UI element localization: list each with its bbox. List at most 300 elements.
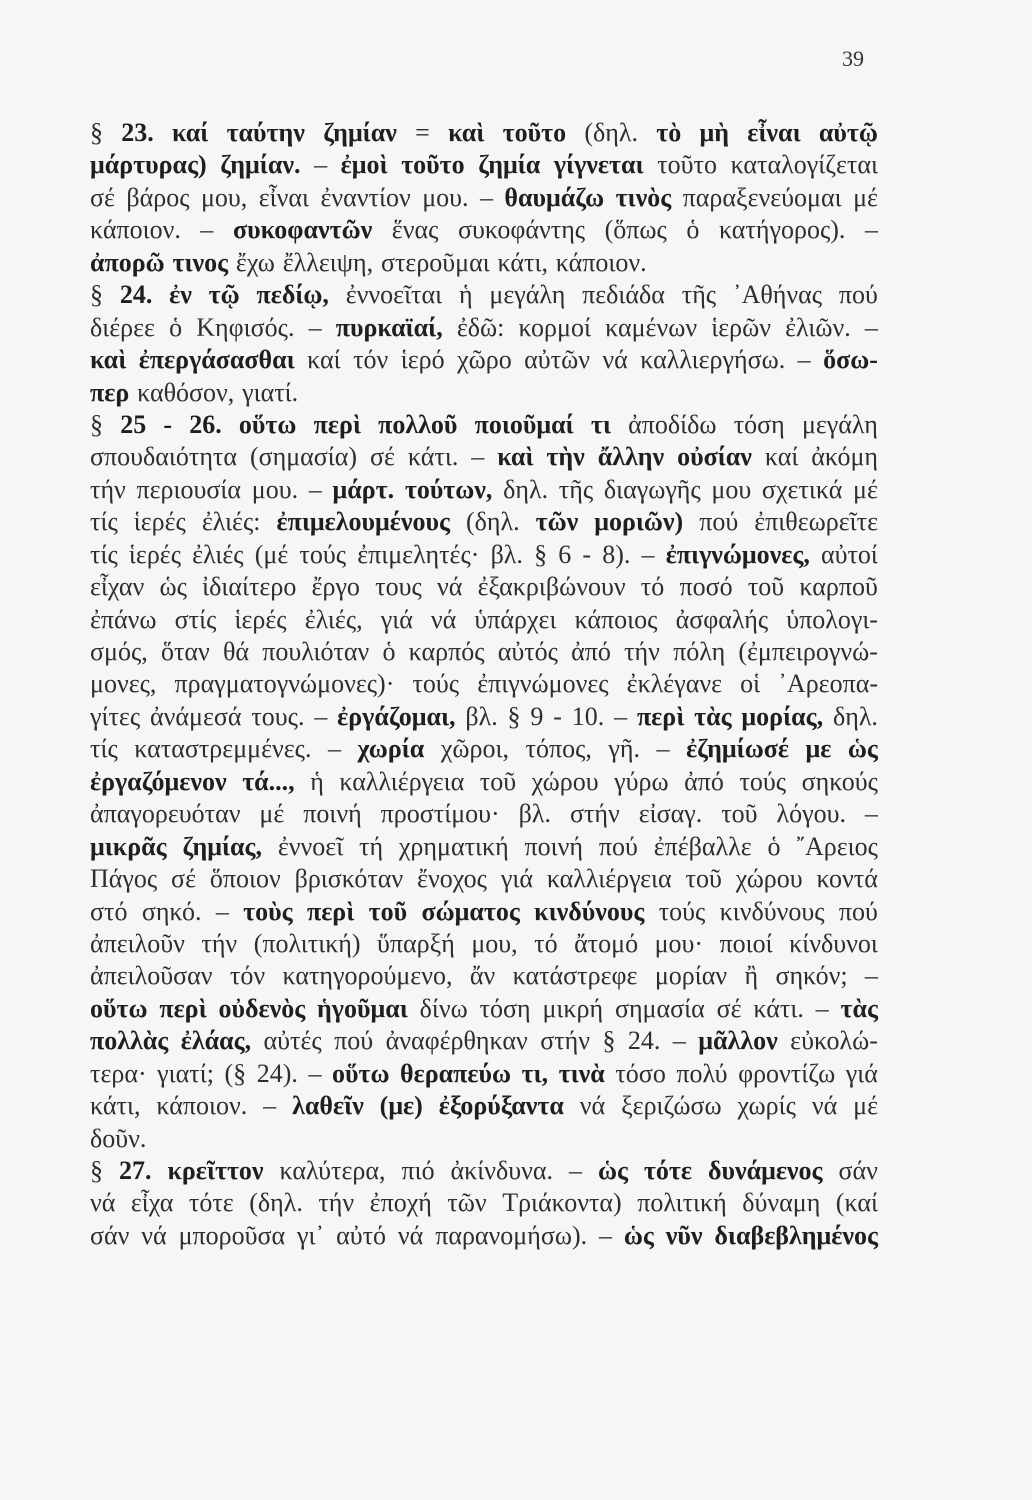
- text-word: §: [534, 539, 548, 569]
- text-line: [90, 604, 878, 636]
- lemma-word: μάρτ.: [332, 474, 395, 504]
- text-word: γιατί.: [242, 377, 299, 407]
- text-word: σέ: [716, 993, 742, 1023]
- lemma-word: σώματος: [421, 896, 520, 926]
- text-word: αὐτό: [336, 1220, 387, 1250]
- lemma-word: τοὺς: [243, 896, 293, 926]
- text-word: μεγάλη: [489, 280, 566, 310]
- text-word: ὑπολογι-: [786, 604, 878, 634]
- text-word: ἀπό: [684, 766, 724, 796]
- text-word: ἄτομό: [574, 928, 639, 958]
- text-line: [90, 733, 878, 765]
- text-word: μέ: [853, 182, 878, 212]
- text-word: –: [797, 345, 811, 375]
- lemma-word: αὐτῷ: [818, 118, 878, 147]
- text-word: κάτι,: [497, 247, 548, 277]
- page-number: 39: [842, 46, 864, 71]
- text-word: ἀναφέρθηκαν: [385, 1026, 528, 1056]
- text-word: μέ: [853, 474, 878, 504]
- text-word: νά: [430, 604, 457, 634]
- lemma-word: περὶ: [636, 701, 685, 731]
- text-word: νά: [90, 1188, 116, 1218]
- text-word: ἐννοεῖ: [277, 831, 344, 861]
- lemma-word: ταύτην: [226, 118, 305, 147]
- lemma-word: τινὸς: [615, 182, 672, 212]
- lemma-word: ζημίαν: [323, 118, 397, 147]
- text-word: –: [215, 896, 229, 926]
- commentary-text: [90, 117, 878, 1252]
- text-line: [90, 539, 878, 571]
- text-word: ἐλιές,: [304, 604, 363, 634]
- lemma-word: με: [805, 734, 832, 764]
- text-word: δοῦν.: [90, 1123, 147, 1153]
- text-word: τόση: [733, 409, 785, 439]
- text-word: ὕπαρξή: [377, 928, 455, 958]
- text-line: [90, 247, 878, 279]
- text-word: βάρος: [126, 182, 190, 212]
- text-word: τοῦ: [479, 766, 517, 796]
- lemma-word: τὰς: [840, 993, 878, 1023]
- text-word: χώρου: [735, 864, 803, 894]
- lemma-word: τινὰ: [558, 1058, 605, 1088]
- text-word: τό: [534, 928, 558, 958]
- lemma-word: τῷ: [208, 280, 240, 310]
- text-word: ὅταν: [160, 637, 210, 666]
- text-word: καλλιεργήσω.: [640, 345, 786, 375]
- text-word: κίνδυνοι: [789, 928, 878, 958]
- lemma-word: ἐπιμελουμένους: [276, 507, 450, 537]
- lemma-word: τι: [590, 409, 611, 439]
- text-word: μέ: [853, 1091, 878, 1121]
- text-word: καθόσον,: [137, 377, 235, 407]
- text-word: –: [479, 182, 493, 212]
- text-line: [90, 182, 878, 214]
- lemma-word: συκοφαντῶν: [232, 215, 373, 245]
- text-word: οἱ: [740, 669, 761, 699]
- text-line: [90, 312, 878, 344]
- lemma-word: τῶν: [535, 507, 579, 537]
- text-word: εἶναι: [258, 182, 310, 212]
- lemma-word: 25: [120, 409, 147, 439]
- text-word: ἐξακριβώνουν: [477, 572, 626, 602]
- text-word: στεροῦμαι: [380, 247, 490, 277]
- text-word: –: [641, 539, 655, 569]
- text-word: αὐτές: [263, 1026, 322, 1056]
- text-word: τῆς: [558, 474, 594, 504]
- text-word: §: [90, 118, 103, 147]
- lemma-word: περὶ: [313, 409, 361, 439]
- lemma-word: ἐπεργάσασθαι: [138, 345, 295, 375]
- lemma-word: πυρκαϊαί,: [335, 312, 443, 342]
- lemma-word: (με): [379, 1091, 423, 1121]
- text-word: πού: [699, 507, 739, 537]
- text-word: 24.: [627, 1026, 661, 1056]
- text-word: ξεριζώσω: [621, 1091, 722, 1121]
- lemma-word: οὕτω: [331, 1058, 390, 1088]
- text-line: [90, 1155, 878, 1187]
- text-word: –: [864, 799, 878, 829]
- text-word: τούς: [739, 766, 787, 796]
- text-word: ποσό: [679, 572, 733, 602]
- text-word: τόν: [229, 961, 266, 991]
- text-word: –: [864, 312, 878, 342]
- text-word: καλλιέργεια: [339, 766, 465, 796]
- text-word: πόλη: [673, 637, 726, 666]
- text-word: ὁ: [686, 215, 700, 245]
- text-word: μποροῦσα: [178, 1220, 286, 1250]
- lemma-word: λαθεῖν: [292, 1091, 364, 1121]
- text-word: πεδιάδα: [582, 280, 665, 310]
- text-word: ἐπιμελητές·: [357, 539, 480, 569]
- text-word: Τριάκοντα): [502, 1188, 622, 1218]
- lemma-word: ζημίας,: [182, 831, 263, 861]
- text-word: (ὅπως: [604, 215, 667, 245]
- lemma-word: νῦν: [665, 1220, 703, 1250]
- text-word: τοῦ: [747, 572, 785, 602]
- lemma-word: τινος: [172, 247, 229, 277]
- text-word: κάποιος: [574, 604, 658, 634]
- text-word: κινδύνους: [719, 896, 825, 926]
- text-word: στίς: [174, 604, 217, 634]
- text-word: καλύτερα,: [279, 1156, 386, 1185]
- text-line: [90, 668, 878, 700]
- lemma-word: 23.: [121, 118, 154, 147]
- lemma-word: ποιοῦμαί: [474, 409, 574, 439]
- text-word: §: [602, 1026, 616, 1056]
- text-word: κάτι.: [753, 993, 804, 1023]
- text-word: κάποιον.: [555, 247, 647, 277]
- lemma-word: ἐργάζομαι,: [337, 701, 456, 731]
- text-word: (καί: [835, 1188, 878, 1218]
- lemma-word: θεραπεύω: [400, 1058, 511, 1088]
- text-word: (δηλ.: [584, 118, 638, 147]
- text-word: φροντίζω: [738, 1058, 836, 1088]
- text-word: ἄν: [469, 961, 496, 991]
- text-word: γι᾿: [297, 1220, 325, 1250]
- text-line: [90, 279, 878, 311]
- text-word: ἀπαγορευόταν: [90, 799, 241, 829]
- text-word: ᾿Αρεοπα-: [778, 669, 878, 699]
- text-line: [90, 863, 878, 895]
- text-word: περιουσία: [136, 474, 242, 504]
- text-word: κατηγορούμενο,: [282, 961, 453, 991]
- lemma-word: τοῦτο: [502, 118, 567, 147]
- text-word: ἀπειλοῦσαν: [90, 961, 213, 991]
- lemma-word: μᾶλλον: [698, 1026, 778, 1056]
- text-word: μου,: [471, 928, 518, 958]
- lemma-word: καὶ: [448, 118, 485, 147]
- text-word: σέ: [171, 864, 196, 894]
- text-word: σηκό.: [141, 896, 202, 926]
- lemma-word: ὡς: [623, 1220, 654, 1250]
- text-word: πολύ: [676, 1058, 728, 1088]
- lemma-word: ἄλλην: [597, 442, 665, 472]
- lemma-word: οὕτω: [238, 409, 297, 439]
- lemma-word: πολλοῦ: [378, 409, 458, 439]
- text-word: ἐπιθεωρεῖτε: [754, 507, 878, 537]
- text-word: μορίαν: [654, 961, 728, 991]
- text-word: σμός,: [90, 637, 148, 666]
- lemma-word: ἐζημίωσέ: [686, 734, 789, 764]
- text-word: 24).: [256, 1058, 298, 1088]
- lemma-word: ὡς: [847, 734, 878, 764]
- text-word: κάποιον.: [90, 215, 181, 245]
- text-line: [90, 377, 878, 409]
- text-line: [90, 571, 878, 603]
- text-word: τίς: [90, 539, 118, 569]
- text-word: ἀποδίδω: [628, 409, 717, 439]
- lemma-word: τότε: [643, 1156, 692, 1185]
- lemma-word: πολλὰς: [90, 1026, 169, 1056]
- text-word: ἔνοχος: [417, 864, 487, 894]
- lemma-word: 27.: [118, 1156, 152, 1185]
- text-word: ἐπάνω: [90, 604, 157, 634]
- text-line: [90, 506, 878, 538]
- text-word: –: [471, 442, 485, 472]
- text-line: [90, 636, 878, 668]
- text-line: [90, 441, 878, 473]
- text-word: χῶρο: [457, 345, 512, 375]
- text-word: τοῦτο: [657, 150, 717, 180]
- text-line: [90, 344, 878, 376]
- lemma-word: κινδύνους: [534, 896, 645, 926]
- text-word: ἔχω: [235, 247, 275, 277]
- lemma-word: κρεῖττον: [167, 1156, 264, 1185]
- lemma-word: ἐν: [169, 280, 192, 310]
- text-word: –: [815, 993, 829, 1023]
- lemma-word: δυνάμενος: [707, 1156, 823, 1185]
- text-word: καρπός: [408, 637, 485, 666]
- text-word: –: [656, 734, 670, 764]
- text-word: γῆ.: [608, 734, 640, 764]
- text-word: αὐτοί: [820, 539, 878, 569]
- text-line: [90, 1123, 878, 1155]
- text-word: ἱερῶν: [711, 312, 771, 342]
- text-word: –: [308, 1058, 322, 1088]
- text-word: ἡ: [310, 766, 324, 796]
- lemma-word: τὴν: [546, 442, 585, 472]
- text-word: -: [582, 539, 592, 569]
- text-word: τούς: [299, 539, 347, 569]
- text-word: διαγωγῆς: [603, 474, 701, 504]
- lemma-word: τι,: [521, 1058, 549, 1088]
- lemma-word: ἡγοῦμαι: [317, 993, 408, 1023]
- lemma-word: ἐξορύξαντα: [438, 1091, 564, 1121]
- lemma-word: καί: [172, 118, 209, 147]
- text-word: ἢ: [744, 961, 759, 991]
- text-word: =: [415, 118, 430, 147]
- lemma-word: μοριῶν): [594, 507, 684, 537]
- text-word: ποινή: [303, 799, 362, 829]
- text-line: [90, 214, 878, 246]
- text-word: 10.: [571, 701, 605, 731]
- text-word: μου: [711, 474, 752, 504]
- text-line: [90, 1025, 878, 1057]
- text-word: νά: [141, 1220, 167, 1250]
- text-word: (μέ: [254, 539, 289, 569]
- lemma-word: οὐσίαν: [677, 442, 752, 472]
- text-word: δηλ.: [832, 701, 878, 731]
- lemma-word: περὶ: [159, 993, 207, 1023]
- text-word: νά: [602, 345, 628, 375]
- text-word: κοντά: [816, 864, 878, 894]
- text-word: τότε: [188, 1188, 234, 1218]
- text-word: μου·: [654, 928, 704, 958]
- text-word: ἐλιές: [192, 539, 244, 569]
- text-word: τους: [375, 572, 422, 602]
- text-word: ἰδιαίτερο: [202, 572, 297, 602]
- lemma-word: καὶ: [497, 442, 534, 472]
- lemma-word: ἐλάας,: [180, 1026, 252, 1056]
- text-word: ἱερές: [234, 604, 287, 634]
- text-word: –: [200, 215, 214, 245]
- text-word: χρηματική: [398, 831, 509, 861]
- text-word: νά: [811, 1091, 838, 1121]
- text-word: σέ: [90, 182, 115, 212]
- text-word: τόσο: [615, 1058, 666, 1088]
- text-word: –: [672, 1026, 686, 1056]
- text-word: τήν: [90, 474, 126, 504]
- text-line: [90, 149, 878, 181]
- text-word: νά: [397, 1220, 424, 1250]
- text-word: ᾿Αθήνας: [732, 280, 823, 310]
- text-word: ἐναντίον: [320, 182, 411, 212]
- text-word: χώρου: [531, 766, 599, 796]
- text-word: ποινή: [524, 831, 584, 861]
- text-word: κάτι,: [90, 1091, 141, 1121]
- text-word: δίνω: [419, 993, 468, 1023]
- text-line: [90, 1187, 878, 1219]
- text-word: –: [864, 961, 878, 991]
- text-word: ἀνάμεσά: [150, 701, 242, 731]
- text-word: εἶχα: [130, 1188, 174, 1218]
- text-word: μέ: [259, 799, 285, 829]
- lemma-word: -: [163, 409, 173, 439]
- text-word: βλ.: [465, 701, 498, 731]
- text-line: [90, 798, 878, 830]
- text-word: ὁ: [767, 831, 781, 861]
- text-word: τόση: [479, 993, 531, 1023]
- lemma-word: μορίας,: [741, 701, 824, 731]
- text-word: καλλιέργεια: [546, 864, 672, 894]
- text-word: πού: [838, 896, 878, 926]
- text-word: πιό: [401, 1156, 435, 1185]
- text-word: (πολιτική): [253, 928, 361, 958]
- text-word: στήν: [540, 1026, 591, 1056]
- lemma-word: ἀπορῶ: [90, 247, 165, 277]
- text-word: ἀκίνδυνα.: [450, 1156, 554, 1185]
- text-word: ὅποιον: [209, 864, 281, 894]
- text-word: τόν: [353, 345, 389, 375]
- lemma-word: ἐπιγνώμονες,: [665, 539, 810, 569]
- text-word: –: [864, 215, 878, 245]
- text-word: ἱερό: [400, 345, 445, 375]
- lemma-word: τούτων,: [404, 474, 493, 504]
- text-word: Πάγος: [90, 864, 158, 894]
- text-word: καί: [307, 345, 341, 375]
- lemma-word: ζημίαν.: [220, 150, 301, 180]
- text-line: [90, 409, 878, 441]
- text-word: 9: [530, 701, 544, 731]
- text-word: ἐπιγνώμονες: [477, 669, 609, 699]
- text-word: –: [263, 1091, 277, 1121]
- text-word: συκοφάντης: [457, 215, 586, 245]
- text-word: πουλιόταν: [262, 637, 370, 666]
- text-word: πού: [838, 280, 878, 310]
- lemma-word: οὐδενὸς: [218, 993, 306, 1023]
- text-word: γιατί;: [157, 1058, 214, 1088]
- text-word: §: [90, 280, 103, 310]
- lemma-word: γίγνεται: [553, 150, 644, 180]
- text-word: τοῦ: [721, 799, 758, 829]
- text-word: τίς: [90, 734, 118, 764]
- lemma-word: τοῦτο: [401, 150, 465, 180]
- text-word: σηκούς: [801, 766, 878, 796]
- text-word: §: [90, 1156, 103, 1185]
- text-line: [90, 960, 878, 992]
- lemma-word: ζημία: [478, 150, 541, 180]
- text-word: (ἐμπειρογνώ-: [738, 637, 878, 666]
- text-word: σάν: [838, 1156, 878, 1185]
- text-word: γιά: [845, 1058, 878, 1088]
- text-word: γίτες: [90, 701, 141, 731]
- text-word: (σημασία): [249, 442, 358, 472]
- text-word: τίς: [90, 507, 118, 537]
- text-word: τούς: [658, 896, 706, 926]
- text-word: ἐδῶ:: [456, 312, 505, 342]
- text-word: –: [308, 312, 322, 342]
- text-word: πραγματογνώμονες)·: [174, 669, 395, 699]
- text-word: τούς: [412, 669, 460, 699]
- text-word: πού: [334, 1026, 374, 1056]
- text-word: (δηλ.: [465, 507, 520, 537]
- text-word: (§: [224, 1058, 247, 1088]
- text-word: τοῦ: [685, 864, 722, 894]
- text-word: γιά: [380, 604, 413, 634]
- lemma-word: τά...,: [242, 766, 295, 796]
- lemma-word: περὶ: [306, 896, 355, 926]
- text-word: ἕνας: [391, 215, 439, 245]
- text-word: §: [507, 701, 521, 731]
- lemma-word: ἐμοὶ: [340, 150, 388, 180]
- text-word: ἀπειλοῦν: [90, 928, 185, 958]
- text-word: προστίμου·: [380, 799, 500, 829]
- text-word: (δηλ.: [249, 1188, 303, 1218]
- text-word: καί: [764, 442, 799, 472]
- text-word: δύναμη: [742, 1188, 821, 1218]
- text-word: σηκόν;: [775, 961, 848, 991]
- text-word: ὑπάρχει: [474, 604, 557, 634]
- text-word: τήν: [201, 928, 238, 958]
- text-word: ἐκλέγανε: [626, 669, 723, 699]
- text-word: ἐποχή: [369, 1188, 432, 1218]
- text-line: [90, 766, 878, 798]
- text-word: ἐλιῶν.: [785, 312, 851, 342]
- text-word: –: [308, 474, 322, 504]
- text-word: ποιοί: [719, 928, 773, 958]
- text-word: μου.: [422, 182, 469, 212]
- text-word: ἐννοεῖται: [345, 280, 443, 310]
- text-word: μου.: [251, 474, 299, 504]
- text-word: νά: [437, 572, 463, 602]
- text-word: εὐκολώ-: [790, 1026, 878, 1056]
- text-word: ἀσφαλής: [675, 604, 769, 634]
- text-line: [90, 993, 878, 1025]
- lemma-word: καὶ: [90, 345, 127, 375]
- text-word: κατάστρεφε: [512, 961, 638, 991]
- text-word: μου,: [200, 182, 248, 212]
- text-word: στό: [90, 896, 128, 926]
